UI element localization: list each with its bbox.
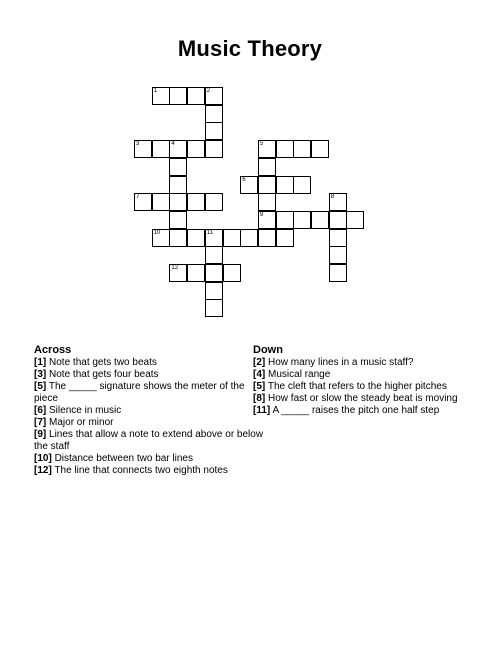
grid-cell[interactable] [258,229,276,247]
clue-across-9 [34,429,266,453]
grid-cell[interactable] [329,246,347,264]
grid-cell[interactable] [240,229,258,247]
grid-cell[interactable] [169,87,187,105]
grid-cell[interactable] [187,87,205,105]
clue-text: Major or minor [49,417,114,428]
clue-number: [7] [34,417,47,428]
clue-number: [4] [253,369,266,380]
grid-cell[interactable] [311,211,329,229]
clue-across-10 [34,453,266,465]
across-heading: Across [34,344,72,356]
clue-number: [6] [34,405,47,416]
grid-cell[interactable] [205,140,223,158]
grid-cell[interactable] [169,229,187,247]
clue-text: The cleft that refers to the higher pitches [267,381,447,392]
clue-down-5 [253,381,471,393]
grid-cell[interactable] [276,140,294,158]
grid-cell[interactable] [205,193,223,211]
clue-number: [8] [253,393,266,404]
grid-cell[interactable] [311,140,329,158]
grid-cell[interactable] [258,140,276,158]
grid-cell[interactable] [205,105,223,123]
clue-down-8 [253,393,471,405]
clue-text: Note that gets four beats [49,369,159,380]
grid-cell[interactable] [169,140,187,158]
grid-cell[interactable] [152,229,170,247]
grid-cell[interactable] [258,193,276,211]
clue-number-label: 2 [206,88,211,94]
grid-cell[interactable] [187,193,205,211]
clue-down-4 [253,369,471,381]
clue-text: Lines that allow a note to extend above or below the staff [34,429,264,452]
grid-cell[interactable] [346,211,364,229]
clue-down-11 [253,405,471,417]
clue-number: [3] [34,369,47,380]
grid-cell[interactable] [258,176,276,194]
grid-cell[interactable] [329,211,347,229]
clue-across-3 [34,369,266,381]
grid-cell[interactable] [293,211,311,229]
grid-cell[interactable] [187,229,205,247]
clue-number: [1] [34,357,47,368]
grid-cell[interactable] [276,229,294,247]
grid-cell[interactable] [134,193,152,211]
clue-number-label: 10 [153,229,161,236]
clue-text: The line that connects two eighth notes [54,465,228,476]
grid-cell[interactable] [223,264,241,282]
grid-cell[interactable] [169,211,187,229]
grid-cell[interactable] [205,299,223,317]
grid-cell[interactable] [187,264,205,282]
clue-across-6 [34,405,266,417]
clue-text: How many lines in a music staff? [268,357,414,368]
clue-number: [11] [253,405,271,416]
down-clues [253,344,471,417]
grid-cell[interactable] [169,176,187,194]
grid-cell[interactable] [152,193,170,211]
clue-number-label: 3 [136,141,140,148]
grid-cell[interactable] [276,176,294,194]
grid-cell[interactable] [205,264,223,282]
grid-cell[interactable] [205,246,223,264]
grid-cell[interactable] [329,264,347,282]
grid-cell[interactable] [293,176,311,194]
clue-number: [10] [34,453,52,464]
clue-number-label: 6 [242,176,246,183]
grid-cell[interactable] [187,140,205,158]
clue-number-label: 4 [171,141,175,148]
grid-cell[interactable] [205,282,223,300]
across-clues [34,344,266,477]
clue-number-label: 12 [171,265,179,271]
down-heading: Down [253,344,283,356]
clue-across-12 [34,465,266,477]
clue-text: Distance between two bar lines [54,453,193,464]
grid-cell[interactable] [205,87,223,105]
grid-cell[interactable] [169,193,187,211]
clue-number: [9] [34,429,47,440]
grid-cell[interactable] [240,176,258,194]
grid-cell[interactable] [169,158,187,176]
clue-across-5 [34,381,266,405]
clue-text: Musical range [268,369,331,380]
clue-number-label: 9 [259,211,264,218]
clue-across-1 [34,357,266,369]
grid-cell[interactable] [152,87,170,105]
clue-number-label: 5 [259,141,264,148]
grid-cell[interactable] [258,211,276,229]
grid-cell[interactable] [205,229,223,247]
grid-cell[interactable] [293,140,311,158]
grid-cell[interactable] [329,193,347,211]
page-title: Music Theory [177,36,323,61]
clue-number: [5] [34,381,47,392]
grid-cell[interactable] [276,211,294,229]
grid-cell[interactable] [152,140,170,158]
clue-number: [12] [34,465,52,476]
clue-across-7 [34,417,266,429]
grid-cell[interactable] [223,229,241,247]
clue-down-2 [253,357,471,369]
clue-number: [2] [253,357,266,368]
grid-cell[interactable] [329,229,347,247]
clue-text: How fast or slow the steady beat is moving [268,393,458,404]
clue-number-label: 8 [330,194,335,201]
clue-number-label: 11 [206,229,214,236]
clue-text: Silence in music [49,405,122,416]
clue-number-label: 7 [136,194,140,201]
clue-number-label: 1 [153,88,158,94]
clue-text: A _____ raises the pitch one half step [272,405,440,416]
clue-text: The _____ signature shows the meter of the piece [34,381,245,404]
grid-cell[interactable] [169,264,187,282]
grid-cell[interactable] [205,122,223,140]
clue-number: [5] [253,381,266,392]
grid-cell[interactable] [258,158,276,176]
grid-cell[interactable] [134,140,152,158]
clue-text: Note that gets two beats [49,357,157,368]
